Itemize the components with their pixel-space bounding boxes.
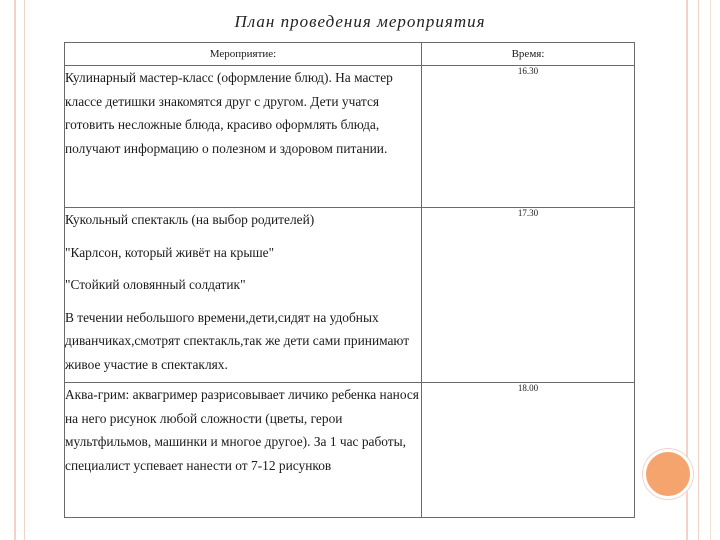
event-text: Кукольный спектакль (на выбор родителей) [65, 212, 315, 227]
event-plan-table [64, 42, 635, 518]
header-event: Мероприятие: [65, 43, 422, 66]
table-row [65, 208, 635, 383]
page-title: План проведения мероприятия [234, 12, 486, 31]
orange-circle-decoration [643, 449, 693, 499]
event-text: "Стойкий оловянный солдатик" [65, 277, 246, 292]
left-decorative-frame [0, 0, 34, 540]
table-row [65, 66, 635, 208]
event-cell [65, 383, 422, 518]
header-time: Время: [422, 43, 635, 66]
time-cell: 17.30 [422, 208, 635, 383]
table-header-row [65, 43, 635, 66]
event-cell [65, 66, 422, 208]
time-cell: 18.00 [422, 383, 635, 518]
event-cell [65, 208, 422, 383]
event-text: В течении небольшого времени,дети,сидят на удобных диванчиках,смотрят спектакль,так же дети сами принимают живое участие в спектаклях. [65, 309, 410, 372]
time-cell: 16.30 [422, 66, 635, 208]
event-text: Кулинарный мастер-класс (оформление блюд). На мастер классе детишки знакомятся друг с другом. Дети учатся готовить несложные блюда, красиво оформлять блюда, получают информацию о полезном и здоровом питании. [65, 70, 393, 156]
table-row [65, 383, 635, 518]
event-text: "Карлсон, который живёт на крыше" [65, 244, 275, 260]
event-text: Аква-грим: аквагример разрисовывает личико ребенка нанося на него рисунок любой сложности (цветы, герои мультфильмов, машинки и многое другое). За 1 час работы, специалист успевает нанести от 7-12 рисунков [65, 387, 419, 473]
